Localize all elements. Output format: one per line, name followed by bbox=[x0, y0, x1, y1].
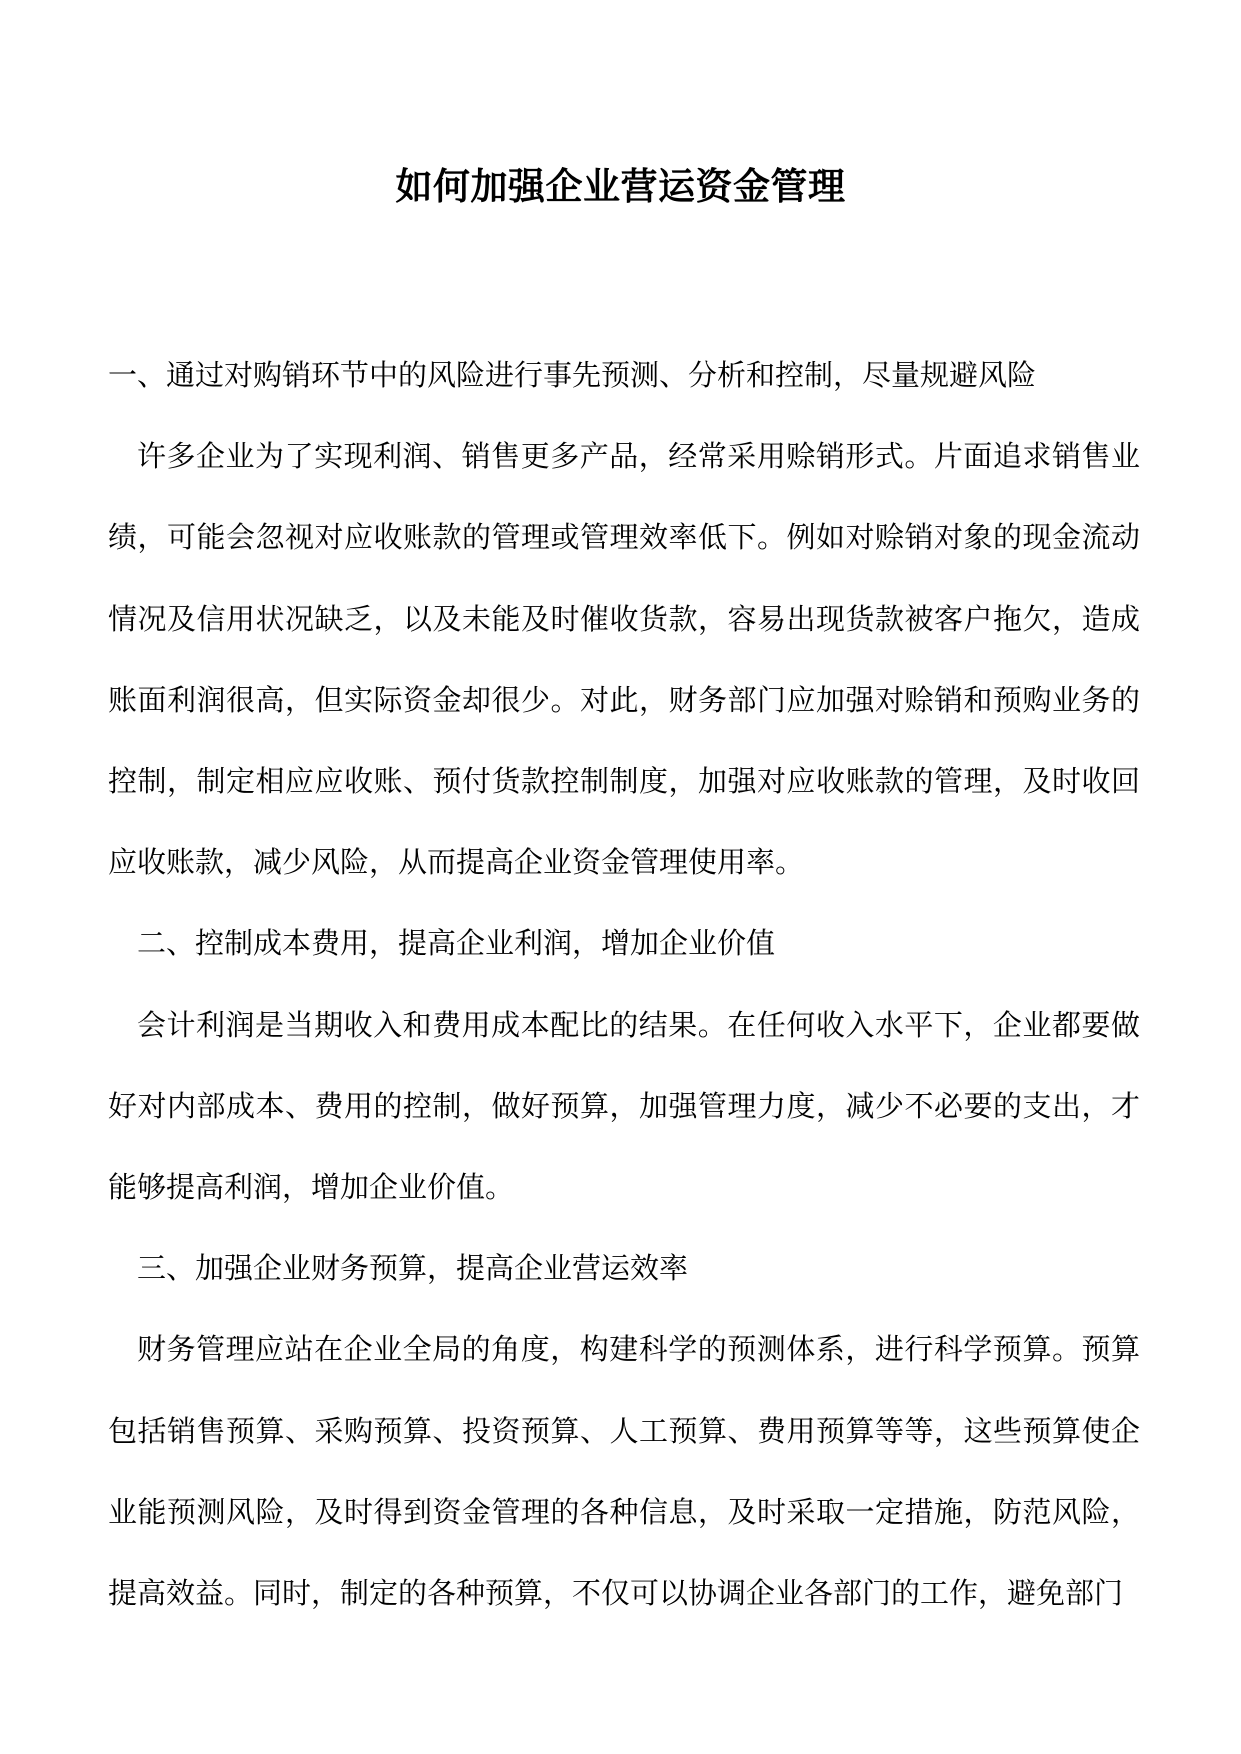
section-heading-2: 二、控制成本费用，提高企业利润，增加企业价值 bbox=[137, 926, 776, 961]
body-paragraph-3: 财务管理应站在企业全局的角度，构建科学的预测体系，进行科学预算。预算包括销售预算、采购预算、投资预算、人工预算、费用预算等等，这些预算使企业能预测风险，及时得到资金管理的各种信息，及时采取一定措施，防范风险，提高效益。同时，制定的各种预算，不仅可以协调企业各部门的工作，避免部门 bbox=[108, 1332, 1140, 1611]
section-heading-3: 三、加强企业财务预算，提高企业营运效率 bbox=[137, 1251, 689, 1286]
document-body bbox=[108, 335, 1140, 1634]
document-title: 如何加强企业营运资金管理 bbox=[395, 164, 846, 208]
body-paragraph-2: 会计利润是当期收入和费用成本配比的结果。在任何收入水平下，企业都要做好对内部成本、费用的控制，做好预算，加强管理力度，减少不必要的支出，才能够提高利润，增加企业价值。 bbox=[108, 1007, 1140, 1205]
body-paragraph-1: 许多企业为了实现利润、销售更多产品，经常采用赊销形式。片面追求销售业绩，可能会忽视对应收账款的管理或管理效率低下。例如对赊销对象的现金流动情况及信用状况缺乏，以及未能及时催收货款，容易出现货款被客户拖欠，造成账面利润很高，但实际资金却很少。对此，财务部门应加强对赊销和预购业务的控制，制定相应应收账、预付货款控制制度，加强对应收账款的管理，及时收回应收账款，减少风险，从而提高企业资金管理使用率。 bbox=[108, 439, 1140, 880]
section-heading-1: 一、通过对购销环节中的风险进行事先预测、分析和控制，尽量规避风险 bbox=[108, 358, 1037, 392]
